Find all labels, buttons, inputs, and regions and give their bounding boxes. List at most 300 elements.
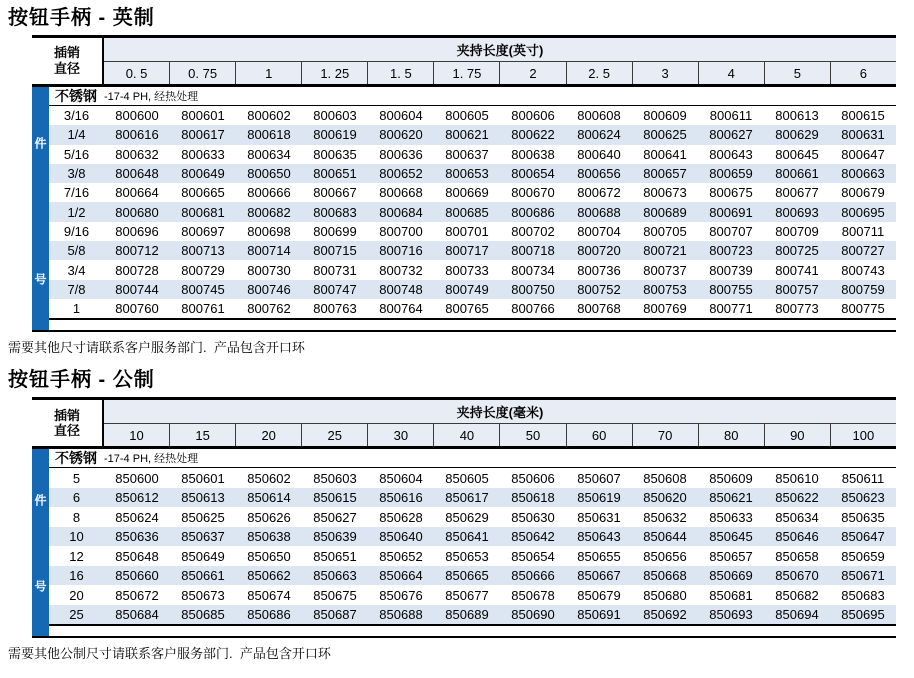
part-number-cell: 800764 xyxy=(379,301,423,317)
part-number-cell: 800615 xyxy=(841,108,885,124)
data-rows xyxy=(49,106,896,318)
part-number-cell: 800645 xyxy=(775,146,819,162)
imperial-part-table xyxy=(32,35,896,332)
sidebar-label-jian: 件 xyxy=(34,136,47,151)
part-number-cell: 800728 xyxy=(115,262,159,278)
part-number-cell: 800753 xyxy=(643,281,687,297)
part-number-cell: 800714 xyxy=(247,243,291,259)
table-row xyxy=(49,106,896,125)
part-number-cell: 800668 xyxy=(379,185,423,201)
part-number-cell: 850602 xyxy=(247,470,291,486)
part-number-cell: 850613 xyxy=(181,490,225,506)
metric-title: 按钮手柄 - 公制 xyxy=(8,369,155,392)
row-label: 1/4 xyxy=(67,127,86,143)
part-number-cell: 800693 xyxy=(775,204,819,220)
part-number-cell: 850636 xyxy=(115,529,159,545)
part-number-cell: 800669 xyxy=(445,185,489,201)
part-number-cell: 850675 xyxy=(313,587,357,603)
part-number-cell: 850686 xyxy=(247,607,291,623)
table-row xyxy=(49,164,896,183)
part-number-cell: 850671 xyxy=(841,568,885,584)
part-number-cell: 850624 xyxy=(115,509,159,525)
part-number-cell: 800624 xyxy=(577,127,621,143)
part-number-cell: 850662 xyxy=(247,568,291,584)
part-number-cell: 800617 xyxy=(181,127,225,143)
part-number-cell: 800712 xyxy=(115,243,159,259)
part-number-cell: 800600 xyxy=(115,108,159,124)
part-number-cell: 800702 xyxy=(511,223,555,239)
part-number-cell: 800613 xyxy=(775,108,819,124)
part-number-cell: 850634 xyxy=(775,509,819,525)
part-number-cell: 850685 xyxy=(181,607,225,623)
part-number-cell: 800741 xyxy=(775,262,819,278)
material-spec: -17-4 PH, 经热处理 xyxy=(104,453,199,466)
column-header: 0. 5 xyxy=(125,65,148,81)
column-header: 15 xyxy=(169,424,235,446)
part-number-cell: 800759 xyxy=(841,281,885,297)
part-number-cell: 850620 xyxy=(643,490,687,506)
part-number-cell: 800647 xyxy=(841,146,885,162)
row-label: 9/16 xyxy=(63,223,90,239)
part-number-cell: 800636 xyxy=(379,146,423,162)
row-label: 1/2 xyxy=(67,204,86,220)
row-label: 1 xyxy=(72,301,81,317)
part-number-cell: 800622 xyxy=(511,127,555,143)
part-number-cell: 850646 xyxy=(775,529,819,545)
part-number-cell: 800684 xyxy=(379,204,423,220)
table-row xyxy=(49,222,896,241)
table-row xyxy=(49,299,896,318)
part-number-cell: 800737 xyxy=(643,262,687,278)
sidebar-label-hao: 号 xyxy=(34,272,47,287)
part-number-cell: 850619 xyxy=(577,490,621,506)
part-number-cell: 800707 xyxy=(709,223,753,239)
part-number-cell: 800631 xyxy=(841,127,885,143)
column-header: 100 xyxy=(830,424,896,446)
row-label: 7/16 xyxy=(63,185,90,201)
part-number-cell: 800685 xyxy=(445,204,489,220)
part-number-cell: 850694 xyxy=(775,607,819,623)
part-number-cell: 850674 xyxy=(247,587,291,603)
part-number-cell: 800651 xyxy=(313,166,357,182)
column-header: 1 xyxy=(235,62,301,84)
part-number-cell: 800672 xyxy=(577,185,621,201)
part-number-cell: 800715 xyxy=(313,243,357,259)
part-number-cell: 850655 xyxy=(577,548,621,564)
pin-diameter-header: 插销 直径 xyxy=(32,38,104,84)
part-number-cell: 800709 xyxy=(775,223,819,239)
column-header: 0. 75 xyxy=(169,62,235,84)
part-number-cell: 850612 xyxy=(115,490,159,506)
part-number-cell: 850653 xyxy=(445,548,489,564)
part-number-cell: 800755 xyxy=(709,281,753,297)
part-number-cell: 800763 xyxy=(313,301,357,317)
part-number-cell: 850630 xyxy=(511,509,555,525)
part-number-cell: 850657 xyxy=(709,548,753,564)
part-number-cell: 850664 xyxy=(379,568,423,584)
part-number-cell: 800680 xyxy=(115,204,159,220)
part-number-cell: 850684 xyxy=(115,607,159,623)
table-row xyxy=(49,507,896,527)
part-number-cell: 800746 xyxy=(247,281,291,297)
part-number-cell: 800603 xyxy=(313,108,357,124)
column-header: 2. 5 xyxy=(566,62,632,84)
table-row xyxy=(49,260,896,279)
part-number-cell: 850628 xyxy=(379,509,423,525)
part-number-cell: 800664 xyxy=(115,185,159,201)
part-number-cell: 850616 xyxy=(379,490,423,506)
columns-area xyxy=(104,400,896,446)
part-number-cell: 800705 xyxy=(643,223,687,239)
part-number-cell: 800743 xyxy=(841,262,885,278)
part-number-cell: 800667 xyxy=(313,185,357,201)
part-number-cell: 850679 xyxy=(577,587,621,603)
part-number-cell: 800766 xyxy=(511,301,555,317)
part-number-cell: 800627 xyxy=(709,127,753,143)
part-number-cell: 850682 xyxy=(775,587,819,603)
part-number-cell: 850643 xyxy=(577,529,621,545)
part-number-cell: 850608 xyxy=(643,470,687,486)
column-header: 20 xyxy=(235,424,301,446)
rows-area xyxy=(49,87,896,330)
column-header: 60 xyxy=(566,424,632,446)
metric-note: 需要其他公制尺寸请联系客户服务部门. 产品包含开口环 xyxy=(8,646,331,662)
part-number-cell: 800765 xyxy=(445,301,489,317)
part-number-cell: 800700 xyxy=(379,223,423,239)
part-number-cell: 850691 xyxy=(577,607,621,623)
part-number-cell: 850645 xyxy=(709,529,753,545)
part-number-cell: 800666 xyxy=(247,185,291,201)
part-number-cell: 850670 xyxy=(775,568,819,584)
part-number-cell: 800761 xyxy=(181,301,225,317)
part-number-cell: 850669 xyxy=(709,568,753,584)
column-header: 1. 75 xyxy=(433,62,499,84)
part-number-cell: 850695 xyxy=(841,607,885,623)
table-row xyxy=(49,566,896,586)
material-name: 不锈钢 xyxy=(55,450,97,467)
part-number-cell: 800608 xyxy=(577,108,621,124)
part-number-cell: 800616 xyxy=(115,127,159,143)
part-number-sidebar xyxy=(32,87,49,330)
part-number-cell: 800697 xyxy=(181,223,225,239)
table-row xyxy=(49,488,896,508)
part-number-cell: 800713 xyxy=(181,243,225,259)
metric-part-table xyxy=(32,397,896,638)
part-number-cell: 850635 xyxy=(841,509,885,525)
part-number-cell: 850666 xyxy=(511,568,555,584)
column-header: 2 xyxy=(499,62,565,84)
part-number-cell: 800620 xyxy=(379,127,423,143)
rows-area xyxy=(49,449,896,636)
part-number-cell: 800695 xyxy=(841,204,885,220)
part-number-cell: 800716 xyxy=(379,243,423,259)
part-number-cell: 800625 xyxy=(643,127,687,143)
part-number-cell: 850622 xyxy=(775,490,819,506)
part-number-cell: 800704 xyxy=(577,223,621,239)
part-number-cell: 850605 xyxy=(445,470,489,486)
row-label: 25 xyxy=(69,607,84,623)
part-number-cell: 800775 xyxy=(841,301,885,317)
column-headers xyxy=(104,62,896,84)
part-number-cell: 800632 xyxy=(115,146,159,162)
part-number-cell: 800727 xyxy=(841,243,885,259)
row-label: 5 xyxy=(72,470,81,486)
part-number-cell: 800696 xyxy=(115,223,159,239)
sidebar-label-hao: 号 xyxy=(34,579,47,594)
part-number-cell: 800732 xyxy=(379,262,423,278)
table-row xyxy=(49,546,896,566)
part-number-cell: 800677 xyxy=(775,185,819,201)
part-number-cell: 850638 xyxy=(247,529,291,545)
part-number-cell: 850618 xyxy=(511,490,555,506)
part-number-cell: 800641 xyxy=(643,146,687,162)
part-number-cell: 800725 xyxy=(775,243,819,259)
part-number-cell: 800670 xyxy=(511,185,555,201)
part-number-cell: 800621 xyxy=(445,127,489,143)
column-header: 1. 5 xyxy=(367,62,433,84)
part-number-cell: 800601 xyxy=(181,108,225,124)
bottom-strip xyxy=(49,624,896,636)
part-number-cell: 850617 xyxy=(445,490,489,506)
part-number-cell: 800633 xyxy=(181,146,225,162)
table-body xyxy=(32,87,896,330)
table-row xyxy=(49,145,896,164)
part-number-cell: 850689 xyxy=(445,607,489,623)
part-number-cell: 850661 xyxy=(181,568,225,584)
part-number-cell: 800673 xyxy=(643,185,687,201)
table-row xyxy=(49,125,896,144)
part-number-cell: 850623 xyxy=(841,490,885,506)
part-number-cell: 850637 xyxy=(181,529,225,545)
part-number-cell: 800698 xyxy=(247,223,291,239)
column-header: 3 xyxy=(632,62,698,84)
part-number-cell: 800711 xyxy=(841,223,885,239)
part-number-cell: 800749 xyxy=(445,281,489,297)
part-number-cell: 850649 xyxy=(181,548,225,564)
part-number-cell: 800653 xyxy=(445,166,489,182)
part-number-cell: 800731 xyxy=(313,262,357,278)
row-label: 20 xyxy=(69,587,84,603)
row-label: 3/8 xyxy=(67,166,86,182)
part-number-cell: 800652 xyxy=(379,166,423,182)
part-number-cell: 850631 xyxy=(577,509,621,525)
row-label: 16 xyxy=(69,568,84,584)
part-number-cell: 850654 xyxy=(511,548,555,564)
part-number-cell: 800663 xyxy=(841,166,885,182)
part-number-cell: 800606 xyxy=(511,108,555,124)
part-number-cell: 850607 xyxy=(577,470,621,486)
part-number-cell: 800640 xyxy=(577,146,621,162)
part-number-cell: 800638 xyxy=(511,146,555,162)
part-number-cell: 800752 xyxy=(577,281,621,297)
part-number-cell: 850678 xyxy=(511,587,555,603)
part-number-cell: 800683 xyxy=(313,204,357,220)
columns-area xyxy=(104,38,896,84)
part-number-cell: 800733 xyxy=(445,262,489,278)
part-number-cell: 800771 xyxy=(709,301,753,317)
part-number-cell: 850632 xyxy=(643,509,687,525)
part-number-cell: 850610 xyxy=(775,470,819,486)
part-number-cell: 800679 xyxy=(841,185,885,201)
part-number-cell: 800769 xyxy=(643,301,687,317)
part-number-cell: 800730 xyxy=(247,262,291,278)
part-number-cell: 800618 xyxy=(247,127,291,143)
metric-section xyxy=(0,368,914,661)
part-number-cell: 850640 xyxy=(379,529,423,545)
part-number-cell: 850627 xyxy=(313,509,357,525)
part-number-cell: 850672 xyxy=(115,587,159,603)
part-number-cell: 850601 xyxy=(181,470,225,486)
column-header: 6 xyxy=(830,62,896,84)
column-header: 1. 25 xyxy=(301,62,367,84)
column-header: 10 xyxy=(129,427,144,443)
part-number-cell: 800637 xyxy=(445,146,489,162)
part-number-cell: 800654 xyxy=(511,166,555,182)
part-number-cell: 850629 xyxy=(445,509,489,525)
part-number-cell: 850626 xyxy=(247,509,291,525)
pin-diameter-header: 插销 直径 xyxy=(32,400,104,446)
part-number-cell: 800649 xyxy=(181,166,225,182)
part-number-cell: 850676 xyxy=(379,587,423,603)
column-header: 80 xyxy=(698,424,764,446)
part-number-cell: 800657 xyxy=(643,166,687,182)
part-number-cell: 800757 xyxy=(775,281,819,297)
part-number-cell: 800682 xyxy=(247,204,291,220)
part-number-cell: 850633 xyxy=(709,509,753,525)
part-number-cell: 850656 xyxy=(643,548,687,564)
table-row xyxy=(49,280,896,299)
part-number-cell: 800661 xyxy=(775,166,819,182)
part-number-cell: 850658 xyxy=(775,548,819,564)
part-number-cell: 800762 xyxy=(247,301,291,317)
part-number-cell: 850641 xyxy=(445,529,489,545)
part-number-cell: 800721 xyxy=(643,243,687,259)
data-rows xyxy=(49,468,896,624)
part-number-cell: 850603 xyxy=(313,470,357,486)
part-number-cell: 800689 xyxy=(643,204,687,220)
part-number-cell: 850673 xyxy=(181,587,225,603)
part-number-cell: 800723 xyxy=(709,243,753,259)
part-number-cell: 850647 xyxy=(841,529,885,545)
part-number-cell: 800605 xyxy=(445,108,489,124)
part-number-cell: 850606 xyxy=(511,470,555,486)
part-number-cell: 800750 xyxy=(511,281,555,297)
imperial-note: 需要其他尺寸请联系客户服务部门. 产品包含开口环 xyxy=(8,340,305,356)
part-number-cell: 800629 xyxy=(775,127,819,143)
part-number-cell: 850665 xyxy=(445,568,489,584)
part-number-cell: 800650 xyxy=(247,166,291,182)
column-header: 4 xyxy=(698,62,764,84)
part-number-cell: 850615 xyxy=(313,490,357,506)
part-number-cell: 800729 xyxy=(181,262,225,278)
part-number-cell: 850693 xyxy=(709,607,753,623)
part-number-cell: 800748 xyxy=(379,281,423,297)
table-body xyxy=(32,449,896,636)
column-header: 5 xyxy=(764,62,830,84)
part-number-cell: 850642 xyxy=(511,529,555,545)
part-number-cell: 850688 xyxy=(379,607,423,623)
part-number-cell: 850614 xyxy=(247,490,291,506)
part-number-cell: 850644 xyxy=(643,529,687,545)
part-number-cell: 850692 xyxy=(643,607,687,623)
part-number-cell: 850677 xyxy=(445,587,489,603)
part-number-cell: 800745 xyxy=(181,281,225,297)
part-number-cell: 800744 xyxy=(115,281,159,297)
row-label: 12 xyxy=(69,548,84,564)
table-row xyxy=(49,183,896,202)
part-number-cell: 850687 xyxy=(313,607,357,623)
part-number-cell: 800688 xyxy=(577,204,621,220)
part-number-cell: 850600 xyxy=(115,470,159,486)
part-number-cell: 850660 xyxy=(115,568,159,584)
imperial-title: 按钮手柄 - 英制 xyxy=(8,7,155,29)
part-number-cell: 850667 xyxy=(577,568,621,584)
part-number-cell: 800747 xyxy=(313,281,357,297)
part-number-cell: 850604 xyxy=(379,470,423,486)
part-number-cell: 800634 xyxy=(247,146,291,162)
grip-length-header: 夹持长度(英寸) xyxy=(104,38,896,62)
part-number-cell: 800734 xyxy=(511,262,555,278)
part-number-cell: 800604 xyxy=(379,108,423,124)
part-number-cell: 800718 xyxy=(511,243,555,259)
row-label: 8 xyxy=(72,509,81,525)
row-label: 6 xyxy=(72,490,81,506)
part-number-cell: 800739 xyxy=(709,262,753,278)
part-number-cell: 800602 xyxy=(247,108,291,124)
material-name: 不锈钢 xyxy=(55,88,97,104)
material-row xyxy=(49,87,896,106)
part-number-cell: 800619 xyxy=(313,127,357,143)
row-label: 3/16 xyxy=(63,108,90,124)
part-number-cell: 800717 xyxy=(445,243,489,259)
table-row xyxy=(49,202,896,221)
column-headers xyxy=(104,424,896,446)
part-number-cell: 800675 xyxy=(709,185,753,201)
part-number-cell: 850683 xyxy=(841,587,885,603)
part-number-cell: 800686 xyxy=(511,204,555,220)
part-number-sidebar xyxy=(32,449,49,636)
row-label: 7/8 xyxy=(67,281,86,297)
column-header: 70 xyxy=(632,424,698,446)
row-label: 5/16 xyxy=(63,146,90,162)
part-number-cell: 800720 xyxy=(577,243,621,259)
part-number-cell: 850609 xyxy=(709,470,753,486)
part-number-cell: 800699 xyxy=(313,223,357,239)
table-header xyxy=(32,400,896,449)
material-row xyxy=(49,449,896,468)
part-number-cell: 850681 xyxy=(709,587,753,603)
grip-length-header: 夹持长度(毫米) xyxy=(104,400,896,424)
imperial-section xyxy=(0,6,914,355)
table-row xyxy=(49,527,896,547)
part-number-cell: 800768 xyxy=(577,301,621,317)
part-number-cell: 800760 xyxy=(115,301,159,317)
part-number-cell: 800659 xyxy=(709,166,753,182)
column-header: 50 xyxy=(499,424,565,446)
table-row xyxy=(49,468,896,488)
part-number-cell: 800643 xyxy=(709,146,753,162)
part-number-cell: 800701 xyxy=(445,223,489,239)
part-number-cell: 850611 xyxy=(841,470,885,486)
table-header xyxy=(32,38,896,87)
part-number-cell: 850659 xyxy=(841,548,885,564)
part-number-cell: 800691 xyxy=(709,204,753,220)
part-number-cell: 850639 xyxy=(313,529,357,545)
table-row xyxy=(49,585,896,605)
part-number-cell: 800609 xyxy=(643,108,687,124)
part-number-cell: 800635 xyxy=(313,146,357,162)
material-spec: -17-4 PH, 经热处理 xyxy=(104,91,199,103)
